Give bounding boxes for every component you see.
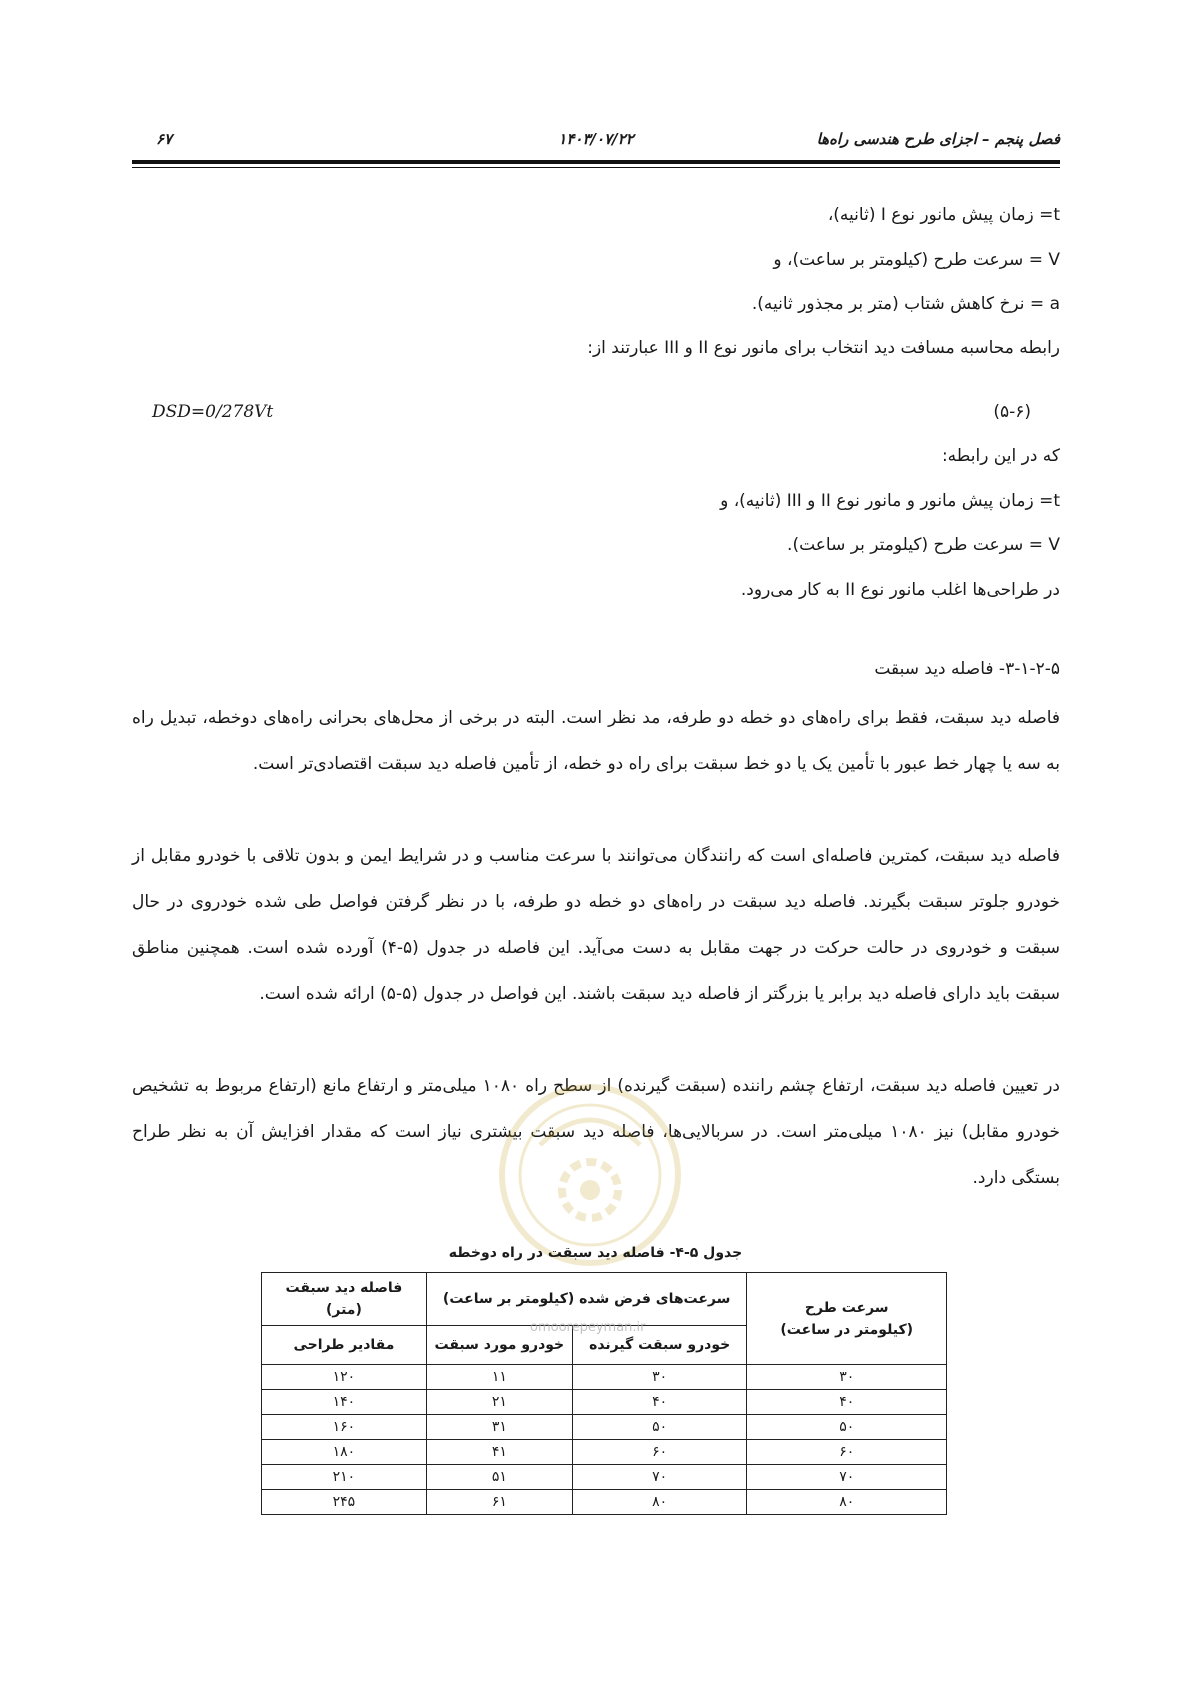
formula: DSD=0/278Vt <box>152 402 274 422</box>
header-rule-thick <box>132 160 1060 164</box>
definition-line: a = نرخ کاهش شتاب (متر بر مجذور ثانیه). <box>751 294 1060 314</box>
cell-design-speed: ۷۰ <box>747 1465 947 1490</box>
cell-overtaking: ۵۰ <box>572 1415 747 1440</box>
cell-distance: ۱۴۰ <box>262 1390 427 1415</box>
header-overtaking: خودرو سبقت گیرنده <box>572 1326 747 1365</box>
page-header <box>132 130 1060 154</box>
cell-overtaking: ۷۰ <box>572 1465 747 1490</box>
table-row <box>262 1440 947 1465</box>
paragraph: در تعیین فاصله دید سبقت، ارتفاع چشم راننده (سبقت گیرنده) از سطح راه ۱۰۸۰ میلی‌متر و ارتفاع مانع (ارتفاع مربوط به تشخیص خودرو مقابل) نیز ۱۰۸۰ میلی‌متر است. در سربالایی‌ها، فاصله دید سبقت بیشتری نیاز است که مقدار افزایش آن به نظر طراح بستگی دارد. <box>132 1076 1061 1188</box>
cell-distance: ۱۶۰ <box>262 1415 427 1440</box>
table-caption: جدول ۵-۴- فاصله دید سبقت در راه دوخطه <box>448 1245 743 1261</box>
definition-line: در طراحی‌ها اغلب مانور نوع II به کار می‌رود. <box>740 580 1060 600</box>
cell-overtaken: ۵۱ <box>426 1465 572 1490</box>
cell-overtaken: ۳۱ <box>426 1415 572 1440</box>
page-number: ۶۷ <box>156 130 173 148</box>
header-design-values: مقادیر طراحی <box>262 1326 427 1365</box>
paragraph: فاصله دید سبقت، فقط برای راه‌های دو خطه دو طرفه، مد نظر است. البته در برخی از محل‌های بحرانی راه‌های دوخطه، تبدیل راه به سه یا چهار خط عبور با تأمین یک یا دو خط سبقت برای راه دو خطه، از تأمین فاصله دید سبقت اقتصادی‌تر است. <box>132 708 1060 774</box>
definition-line: t= زمان پیش مانور و مانور نوع II و III (ثانیه)، و <box>720 491 1060 511</box>
paragraph: فاصله دید سبقت، کمترین فاصله‌ای است که رانندگان می‌توانند با سرعت مناسب و در شرایط ایمن و بدون تلاقی با خودرو مقابل از خودرو جلوتر سبقت بگیرند. فاصله دید سبقت در راه‌های دو خطه دو طرفه، با در نظر گرفتن فواصل طی شده خودروی در حال سبقت و خودروی در حالت حرکت در جهت مقابل به دست می‌آید. این فاصله در جدول (۵-۴) آورده شده است. همچنین مناطق سبقت باید دارای فاصله دید برابر یا بزرگتر از فاصله دید سبقت باشند. این فواصل در جدول (۵-۵) ارائه شده است. <box>132 846 1061 1004</box>
header-overtaken: خودرو مورد سبقت <box>426 1326 572 1365</box>
definition-line: V = سرعت طرح (کیلومتر بر ساعت). <box>787 535 1060 555</box>
cell-distance: ۱۲۰ <box>262 1365 427 1390</box>
cell-distance: ۱۸۰ <box>262 1440 427 1465</box>
header-rule-thin <box>132 167 1060 168</box>
definition-line: t= زمان پیش مانور نوع I (ثانیه)، <box>827 205 1060 225</box>
header-assumed-speeds: سرعت‌های فرض شده (کیلومتر بر ساعت) <box>426 1273 747 1326</box>
chapter-title: فصل پنجم – اجزای طرح هندسی راه‌ها <box>816 130 1060 148</box>
cell-distance: ۲۱۰ <box>262 1465 427 1490</box>
header-date: ۱۴۰۳/۰۷/۲۲ <box>558 130 634 148</box>
section-title: ۳-۱-۲-۵- فاصله دید سبقت <box>874 659 1060 679</box>
header-design-speed: سرعت طرح (کیلومتر در ساعت) <box>747 1273 947 1365</box>
cell-overtaken: ۱۱ <box>426 1365 572 1390</box>
table-row <box>262 1390 947 1415</box>
cell-overtaking: ۴۰ <box>572 1390 747 1415</box>
watermark-text: omoorepeyman.ir <box>530 1320 646 1335</box>
definition-line: که در این رابطه: <box>941 446 1060 466</box>
cell-distance: ۲۴۵ <box>262 1490 427 1515</box>
equation-number: (۵-۶) <box>993 402 1031 422</box>
cell-design-speed: ۸۰ <box>747 1490 947 1515</box>
cell-design-speed: ۳۰ <box>747 1365 947 1390</box>
header-distance: فاصله دید سبقت (متر) <box>262 1273 427 1326</box>
table-row <box>262 1415 947 1440</box>
passing-sight-distance-table <box>261 1272 947 1515</box>
table-row <box>262 1365 947 1390</box>
cell-overtaken: ۴۱ <box>426 1440 572 1465</box>
cell-design-speed: ۵۰ <box>747 1415 947 1440</box>
table-row <box>262 1465 947 1490</box>
cell-design-speed: ۴۰ <box>747 1390 947 1415</box>
cell-overtaken: ۲۱ <box>426 1390 572 1415</box>
cell-design-speed: ۶۰ <box>747 1440 947 1465</box>
cell-overtaken: ۶۱ <box>426 1490 572 1515</box>
table-row <box>262 1490 947 1515</box>
cell-overtaking: ۸۰ <box>572 1490 747 1515</box>
cell-overtaking: ۶۰ <box>572 1440 747 1465</box>
definition-line: رابطه محاسبه مسافت دید انتخاب برای مانور نوع II و III عبارتند از: <box>587 338 1060 358</box>
definition-line: V = سرعت طرح (کیلومتر بر ساعت)، و <box>773 250 1060 270</box>
cell-overtaking: ۳۰ <box>572 1365 747 1390</box>
